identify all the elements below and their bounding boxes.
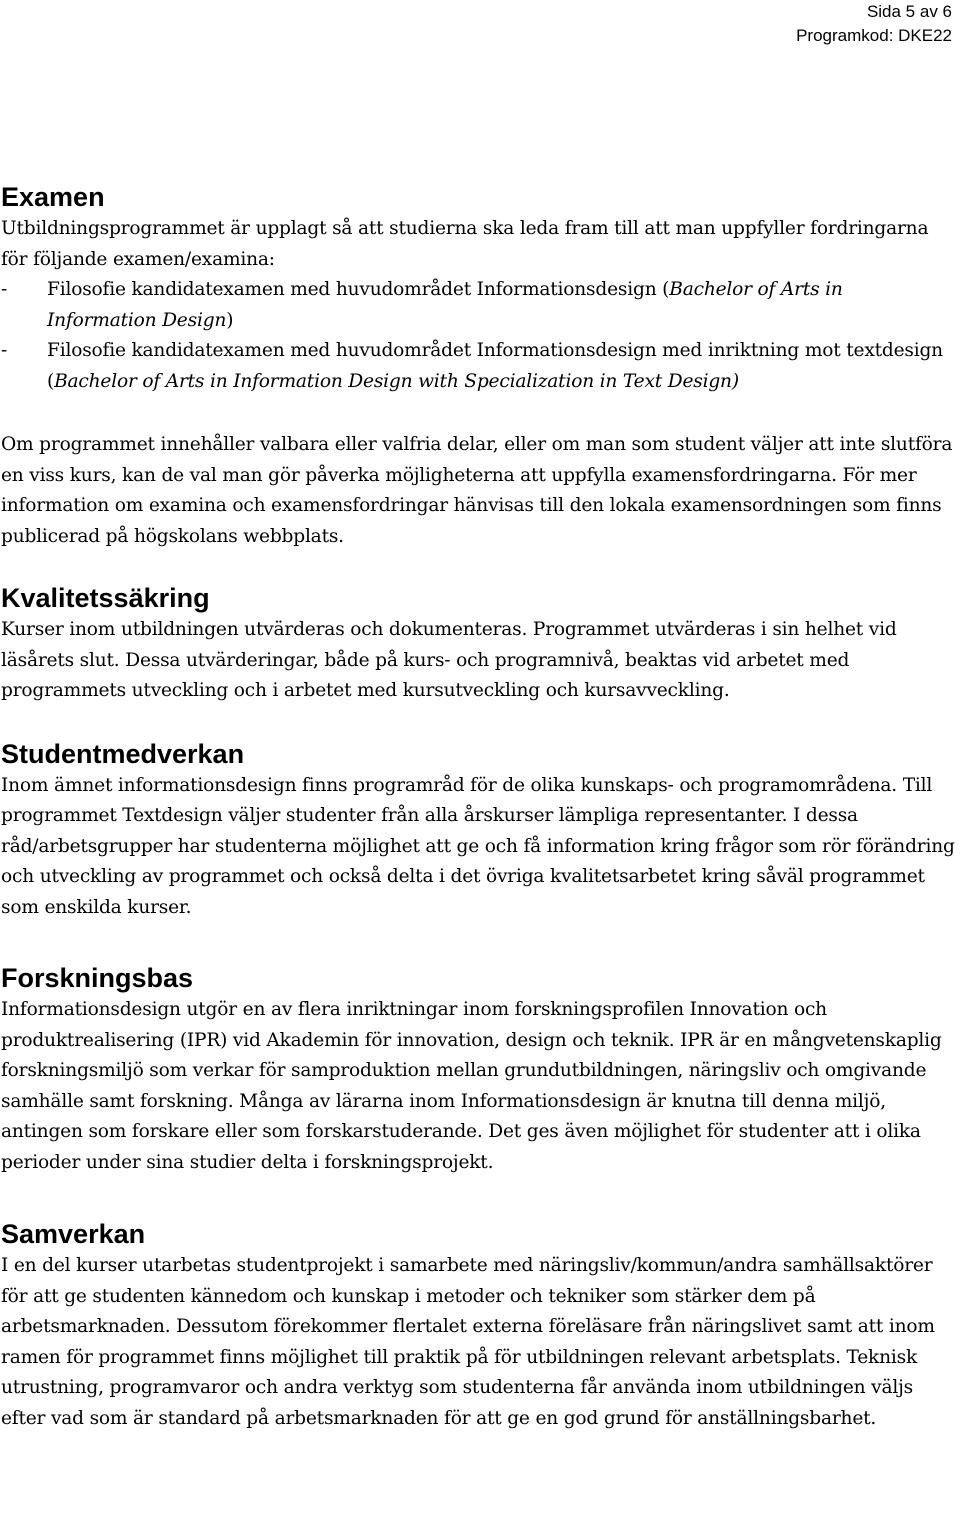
examen-intro: Utbildningsprogrammet är upplagt så att studierna ska leda fram till att man uppfyller fordringarna för följande examen/examina: [1, 218, 929, 270]
heading-forskningsbas: Forskningsbas [1, 963, 194, 993]
section-studentmedverkan [1, 737, 956, 924]
page-header [796, 0, 952, 48]
heading-examen: Examen [1, 182, 105, 212]
program-code: Programkod: DKE22 [796, 26, 952, 45]
heading-kvalitetssakring: Kvalitetssäkring [1, 583, 210, 613]
kvalitetssakring-text: Kurser inom utbildningen utvärderas och dokumenteras. Programmet utvärderas i sin helhet vid läsårets slut. Dessa utvärderingar, både på kurs- och programnivå, beaktas vid arbetet med programmets utveckling och i arbetet med kursutveckling och kursavveckling. [1, 619, 897, 701]
examen-list [1, 275, 956, 397]
heading-studentmedverkan: Studentmedverkan [1, 738, 245, 769]
samverkan-text: I en del kurser utarbetas studentprojekt i samarbete med näringsliv/kommun/andra samhällsaktörer för att ge studenten kännedom och kunskap i metoder och tekniker som stärker dem på arbetsmarknaden. Dessutom förekommer flertalet externa föreläsare från näringslivet samt att inom ramen för programmet finns möjlighet till praktik på för utbildningen relevant arbetsplats. Teknisk utrustning, programvaror och andra verktyg som studenterna får använda inom utbildningen väljs efter vad som är standard på arbetsmarknaden för att ge en god grund för anställningsbarhet. [1, 1255, 935, 1429]
forskningsbas-text: Informationsdesign utgör en av flera inriktningar inom forskningsprofilen Innovation och produktrealisering (IPR) vid Akademin för innovation, design och teknik. IPR är en mångvetenskaplig forskningsmiljö som verkar för samproduktion mellan grundutbildningen, näringsliv och omgivande samhälle samt forskning. Många av lärarna inom Informationsdesign är knutna till denna miljö, antingen som forskare eller som forskarstuderande. Det ges även möjlighet för studenter att i olika perioder under sina studier delta i forskningsprojekt. [1, 999, 942, 1173]
list-item: - Filosofie kandidatexamen med huvudområdet Informationsdesign (Bachelor of Arts in Information Design) [1, 279, 843, 331]
section-samverkan [1, 1217, 956, 1434]
document-body [1, 180, 956, 1434]
section-kvalitetssakring [1, 581, 956, 707]
examen-paragraph: Om programmet innehåller valbara eller valfria delar, eller om man som student väljer att inte slutföra en viss kurs, kan de val man gör påverka möjligheterna att uppfylla examensfordringarna. För mer information om examina och examensfordringar hänvisas till den lokala examensordningen som finns publicerad på högskolans webbplats. [1, 434, 953, 547]
page-number: Sida 5 av 6 [866, 2, 952, 21]
section-examen [1, 180, 956, 552]
section-forskningsbas [1, 961, 956, 1178]
list-item: - Filosofie kandidatexamen med huvudområdet Informationsdesign med inriktning mot textdesign (Bachelor of Arts in Information Design with Specialization in Text Design) [1, 340, 943, 392]
heading-samverkan: Samverkan [1, 1219, 146, 1249]
studentmedverkan-text: Inom ämnet informationsdesign finns programråd för de olika kunskaps- och programområdena. Till programmet Textdesign väljer studenter från alla årskurser lämpliga representanter. I dessa råd/arbetsgrupper har studenterna möjlighet att ge och få information kring frågor som rör förändring och utveckling av programmet och också delta i det övriga kvalitetsarbetet kring såväl programmet som enskilda kurser. [1, 774, 955, 918]
